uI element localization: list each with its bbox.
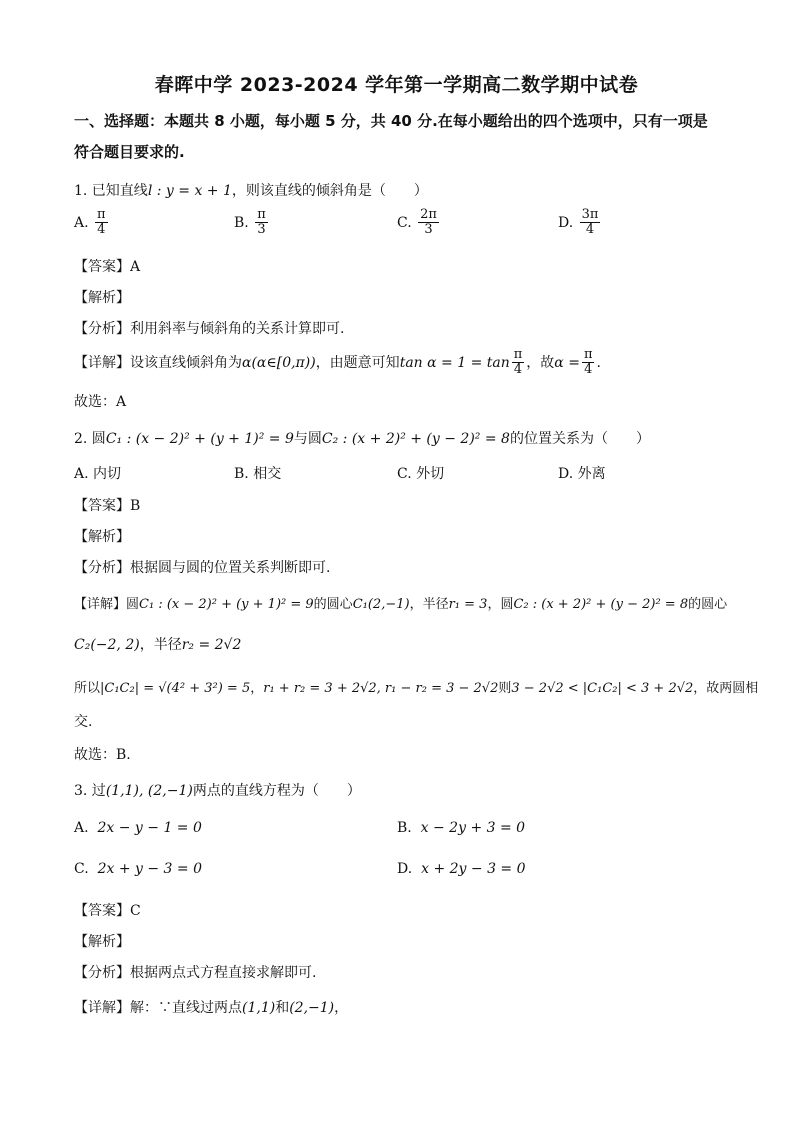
section-header: 一、选择题：本题共 8 小题，每小题 5 分，共 40 分.在每小题给出的四个选项中，只有一项是 (74, 112, 708, 130)
q2-option-a: A. 内切 (74, 466, 122, 482)
q3-fenxi: 【分析】根据两点式方程直接求解即可. (74, 965, 317, 981)
q1-stem: 1. 已知直线l : y = x + 1，则该直线的倾斜角是（ ） (74, 183, 428, 199)
q1-line-equation: l : y = x + 1 (147, 183, 232, 199)
q2-analysis-label: 【解析】 (74, 529, 130, 545)
q1-option-d: D. $\frac{3\pi}{4}$ (558, 207, 599, 238)
q2-detail-line1: 【详解】圆C₁ : (x − 2)² + (y + 1)² = 9的圆心C₁(2,−1)，半径r₁ = 3，圆C₂ : (x + 2)² + (y − 2)² = 8的圆心 (74, 597, 728, 612)
q1-option-b: B. $\frac{\pi}{3}$ (234, 207, 266, 238)
q1-analysis-label: 【解析】 (74, 290, 130, 306)
q1-choose: 故选：A (74, 394, 127, 410)
q3-answer: 【答案】C (74, 903, 141, 919)
q1-fenxi: 【分析】利用斜率与倾斜角的关系计算即可. (74, 321, 345, 337)
q1-detail: 【详解】设该直线倾斜角为α(α∈[0,π))，由题意可知tan α = 1 = tan $\frac{\pi}{4}$ ，故α = $\frac{\pi}{4}$ . (74, 347, 601, 378)
section-header-cont: 符合题目要求的. (74, 143, 185, 161)
q1-option-c: C. $\frac{2\pi}{3}$ (397, 207, 437, 238)
q2-option-c: C. 外切 (397, 466, 445, 482)
q1-option-a: A. $\frac{\pi}{4}$ (74, 207, 106, 238)
q2-detail-line4: 交. (74, 714, 93, 730)
q3-option-b: B. x − 2y + 3 = 0 (397, 820, 526, 836)
q2-stem: 2. 圆C₁ : (x − 2)² + (y + 1)² = 9与圆C₂ : (x + 2)² + (y − 2)² = 8的位置关系为（ ） (74, 431, 650, 447)
q2-answer: 【答案】B (74, 498, 141, 514)
q2-fenxi: 【分析】根据圆与圆的位置关系判断即可. (74, 560, 331, 576)
q2-option-b: B. 相交 (234, 466, 282, 482)
q3-analysis-label: 【解析】 (74, 934, 130, 950)
q3-option-a: A. 2x − y − 1 = 0 (74, 820, 202, 836)
q3-option-d: D. x + 2y − 3 = 0 (397, 861, 526, 877)
page-title: 春晖中学 2023-2024 学年第一学期高二数学期中试卷 (154, 74, 639, 96)
q2-option-d: D. 外离 (558, 466, 606, 482)
q1-answer: 【答案】A (74, 259, 141, 275)
q3-option-c: C. 2x + y − 3 = 0 (74, 861, 202, 877)
q2-detail-line3: 所以|C₁C₂| = √(4² + 3²) = 5，r₁ + r₂ = 3 + 2√2, r₁ − r₂ = 3 − 2√2则3 − 2√2 < |C₁C₂| < 3 + 2√2，故两圆相 (74, 681, 759, 696)
q3-stem: 3. 过(1,1), (2,−1)两点的直线方程为（ ） (74, 783, 361, 799)
q2-choose: 故选：B. (74, 747, 131, 763)
q3-detail: 【详解】解：∵直线过两点(1,1)和(2,−1)， (74, 1000, 349, 1016)
q2-detail-line2: C₂(−2, 2)，半径r₂ = 2√2 (74, 637, 242, 653)
